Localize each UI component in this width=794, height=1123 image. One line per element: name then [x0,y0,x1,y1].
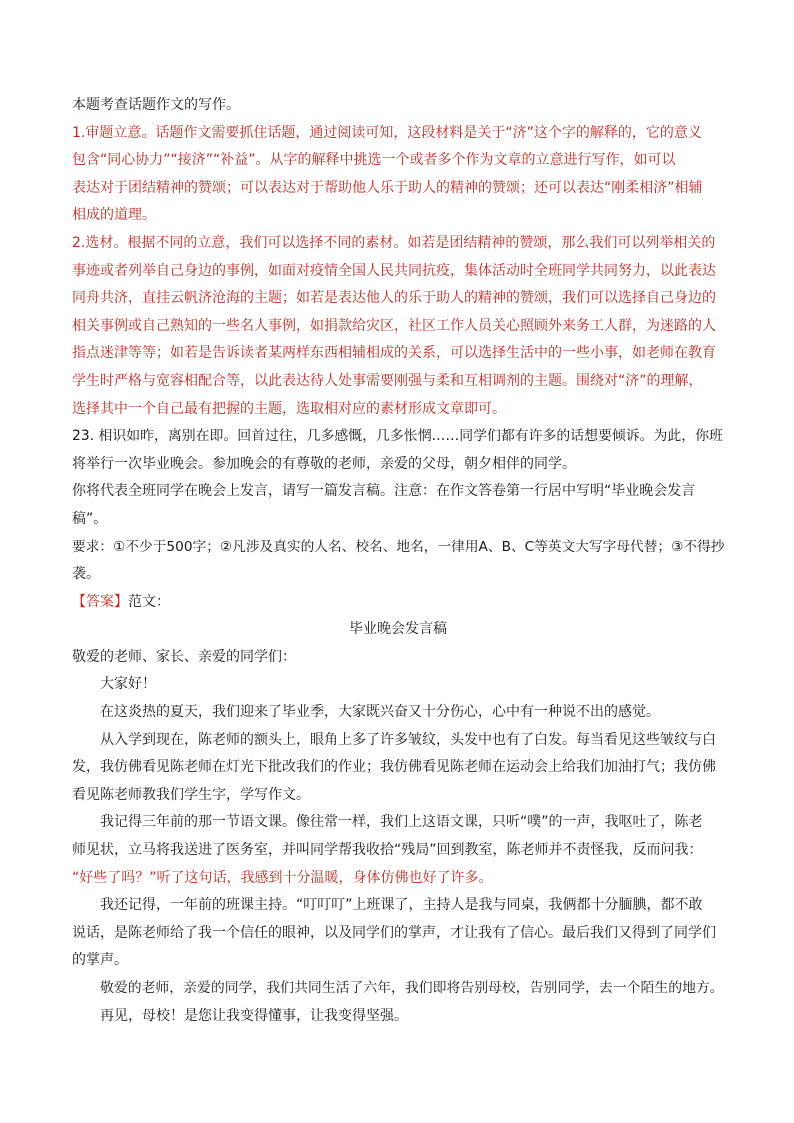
text-line: 看见陈老师教我们学生字，学写作文。 [72,786,310,803]
text-line: “好些了吗？”听了这句话，我感到十分温暖，身体仿佛也好了许多。 [72,869,493,886]
essay-salutation: 敬爱的老师、家长、亲爱的同学们： [72,648,296,665]
text-line: 23. 相识如昨，离别在即。回首过往，几多感慨，几多怅惘……同学们都有许多的话想要倾诉。为此，你班 [72,428,723,445]
essay-paragraph-2 [72,727,724,810]
essay-paragraph-6: 再见，母校！是您让我变得懂事，让我变得坚强。 [100,1007,408,1024]
essay-title: 毕业晚会发言稿 [349,621,447,638]
analysis-point-2 [72,230,724,423]
text-line: 1.审题立意。话题作文需要抓住话题，通过阅读可知，这段材料是关于“济”这个字的解释的，它的意义 [72,124,702,141]
question-23 [72,423,724,589]
text-line: 从入学到现在，陈老师的额头上，眼角上多了许多皱纹，头发中也有了白发。每当看见这些皱纹与白 [100,731,716,748]
analysis-point-1 [72,120,724,230]
essay-paragraph-3 [72,809,724,892]
text-line: 学生时严格与宽容相配合等，以此表达待人处事需要刚强与柔和互相调剂的主题。围绕对“济”的理解， [72,372,703,389]
answer-header [72,589,724,617]
text-line: 的掌声。 [72,952,128,969]
analysis-intro: 本题考查话题作文的写作。 [72,97,240,113]
text-line: 稿”。 [72,510,108,527]
text-line: 表达对于团结精神的赞颂；可以表达对于帮助他人乐于助人的精神的赞颂；还可以表达“刚柔相济”相辅 [72,179,703,196]
text-line: 同舟共济，直挂云帆济沧海的主题；如若是表达他人的乐于助人的精神的赞颂，我们可以选择自己身边的 [72,290,716,307]
essay-paragraph-5: 敬爱的老师，亲爱的同学，我们共同生活了六年，我们即将告别母校，告别同学，去一个陌生的地方。 [100,980,724,996]
answer-label: 范文： [128,593,170,610]
text-line: 你将代表全班同学在晚会上发言，请写一篇发言稿。注意：在作文答卷第一行居中写明“毕业晚会发言 [72,483,696,500]
text-line: 将举行一次毕业晚会。参加晚会的有尊敬的老师，亲爱的父母，朝夕相伴的同学。 [72,455,576,472]
text-line: 选择其中一个自己最有把握的主题，选取相对应的素材形成文章即可。 [72,400,506,417]
essay-greeting: 大家好！ [100,676,156,693]
text-line: 相成的道理。 [72,207,156,224]
text-line: 袭。 [72,566,100,583]
essay-paragraph-4 [72,892,724,975]
text-line: 相关事例或自己熟知的一些名人事例，如捐款给灾区，社区工作人员关心照顾外来务工人群，为迷路的人 [72,317,716,334]
text-line: 发，我仿佛看见陈老师在灯光下批改我们的作业；我仿佛看见陈老师在运动会上给我们加油打气；我仿佛 [72,759,716,776]
text-line: 师见状，立马将我送进了医务室，并叫同学帮我收拾“残局”回到教室，陈老师并不责怪我，反而问我： [72,842,703,859]
essay-paragraph-1: 在这炎热的夏天，我们迎来了毕业季，大家既兴奋又十分伤心，心中有一种说不出的感觉。 [100,704,660,721]
text-line: 说话，是陈老师给了我一个信任的眼神，以及同学们的掌声，才让我有了信心。最后我们又得到了同学们 [72,924,716,941]
text-line: 指点迷津等等；如若是告诉读者某两样东西相辅相成的关系，可以选择生活中的一些小事，如老师在教育 [72,345,716,362]
document-body [72,92,724,1030]
answer-tag: 【答案】 [72,593,128,610]
text-line: 我记得三年前的那一节语文课。像往常一样，我们上这语文课，只听“噗”的一声，我呕吐了，陈老 [100,814,703,831]
text-line: 事迹或者列举自己身边的事例，如面对疫情全国人民共同抗疫，集体活动时全班同学共同努力，以此表达 [72,262,716,279]
text-line: 2.选材。根据不同的立意，我们可以选择不同的素材。如若是团结精神的赞颂，那么我们可以列举相关的 [72,234,716,251]
text-line: 要求：①不少于500字；②凡涉及真实的人名、校名、地名，一律用A、B、C等英文大写字母代替；③不得抄 [72,538,725,555]
text-line: 我还记得，一年前的班课主持。“叮叮叮”上班课了，主持人是我与同桌，我俩都十分腼腆，都不敢 [100,897,703,914]
text-line: 包含“同心协力”“接济”“补益”。从字的解释中挑选一个或者多个作为文章的立意进行写作，如可以 [72,152,676,169]
